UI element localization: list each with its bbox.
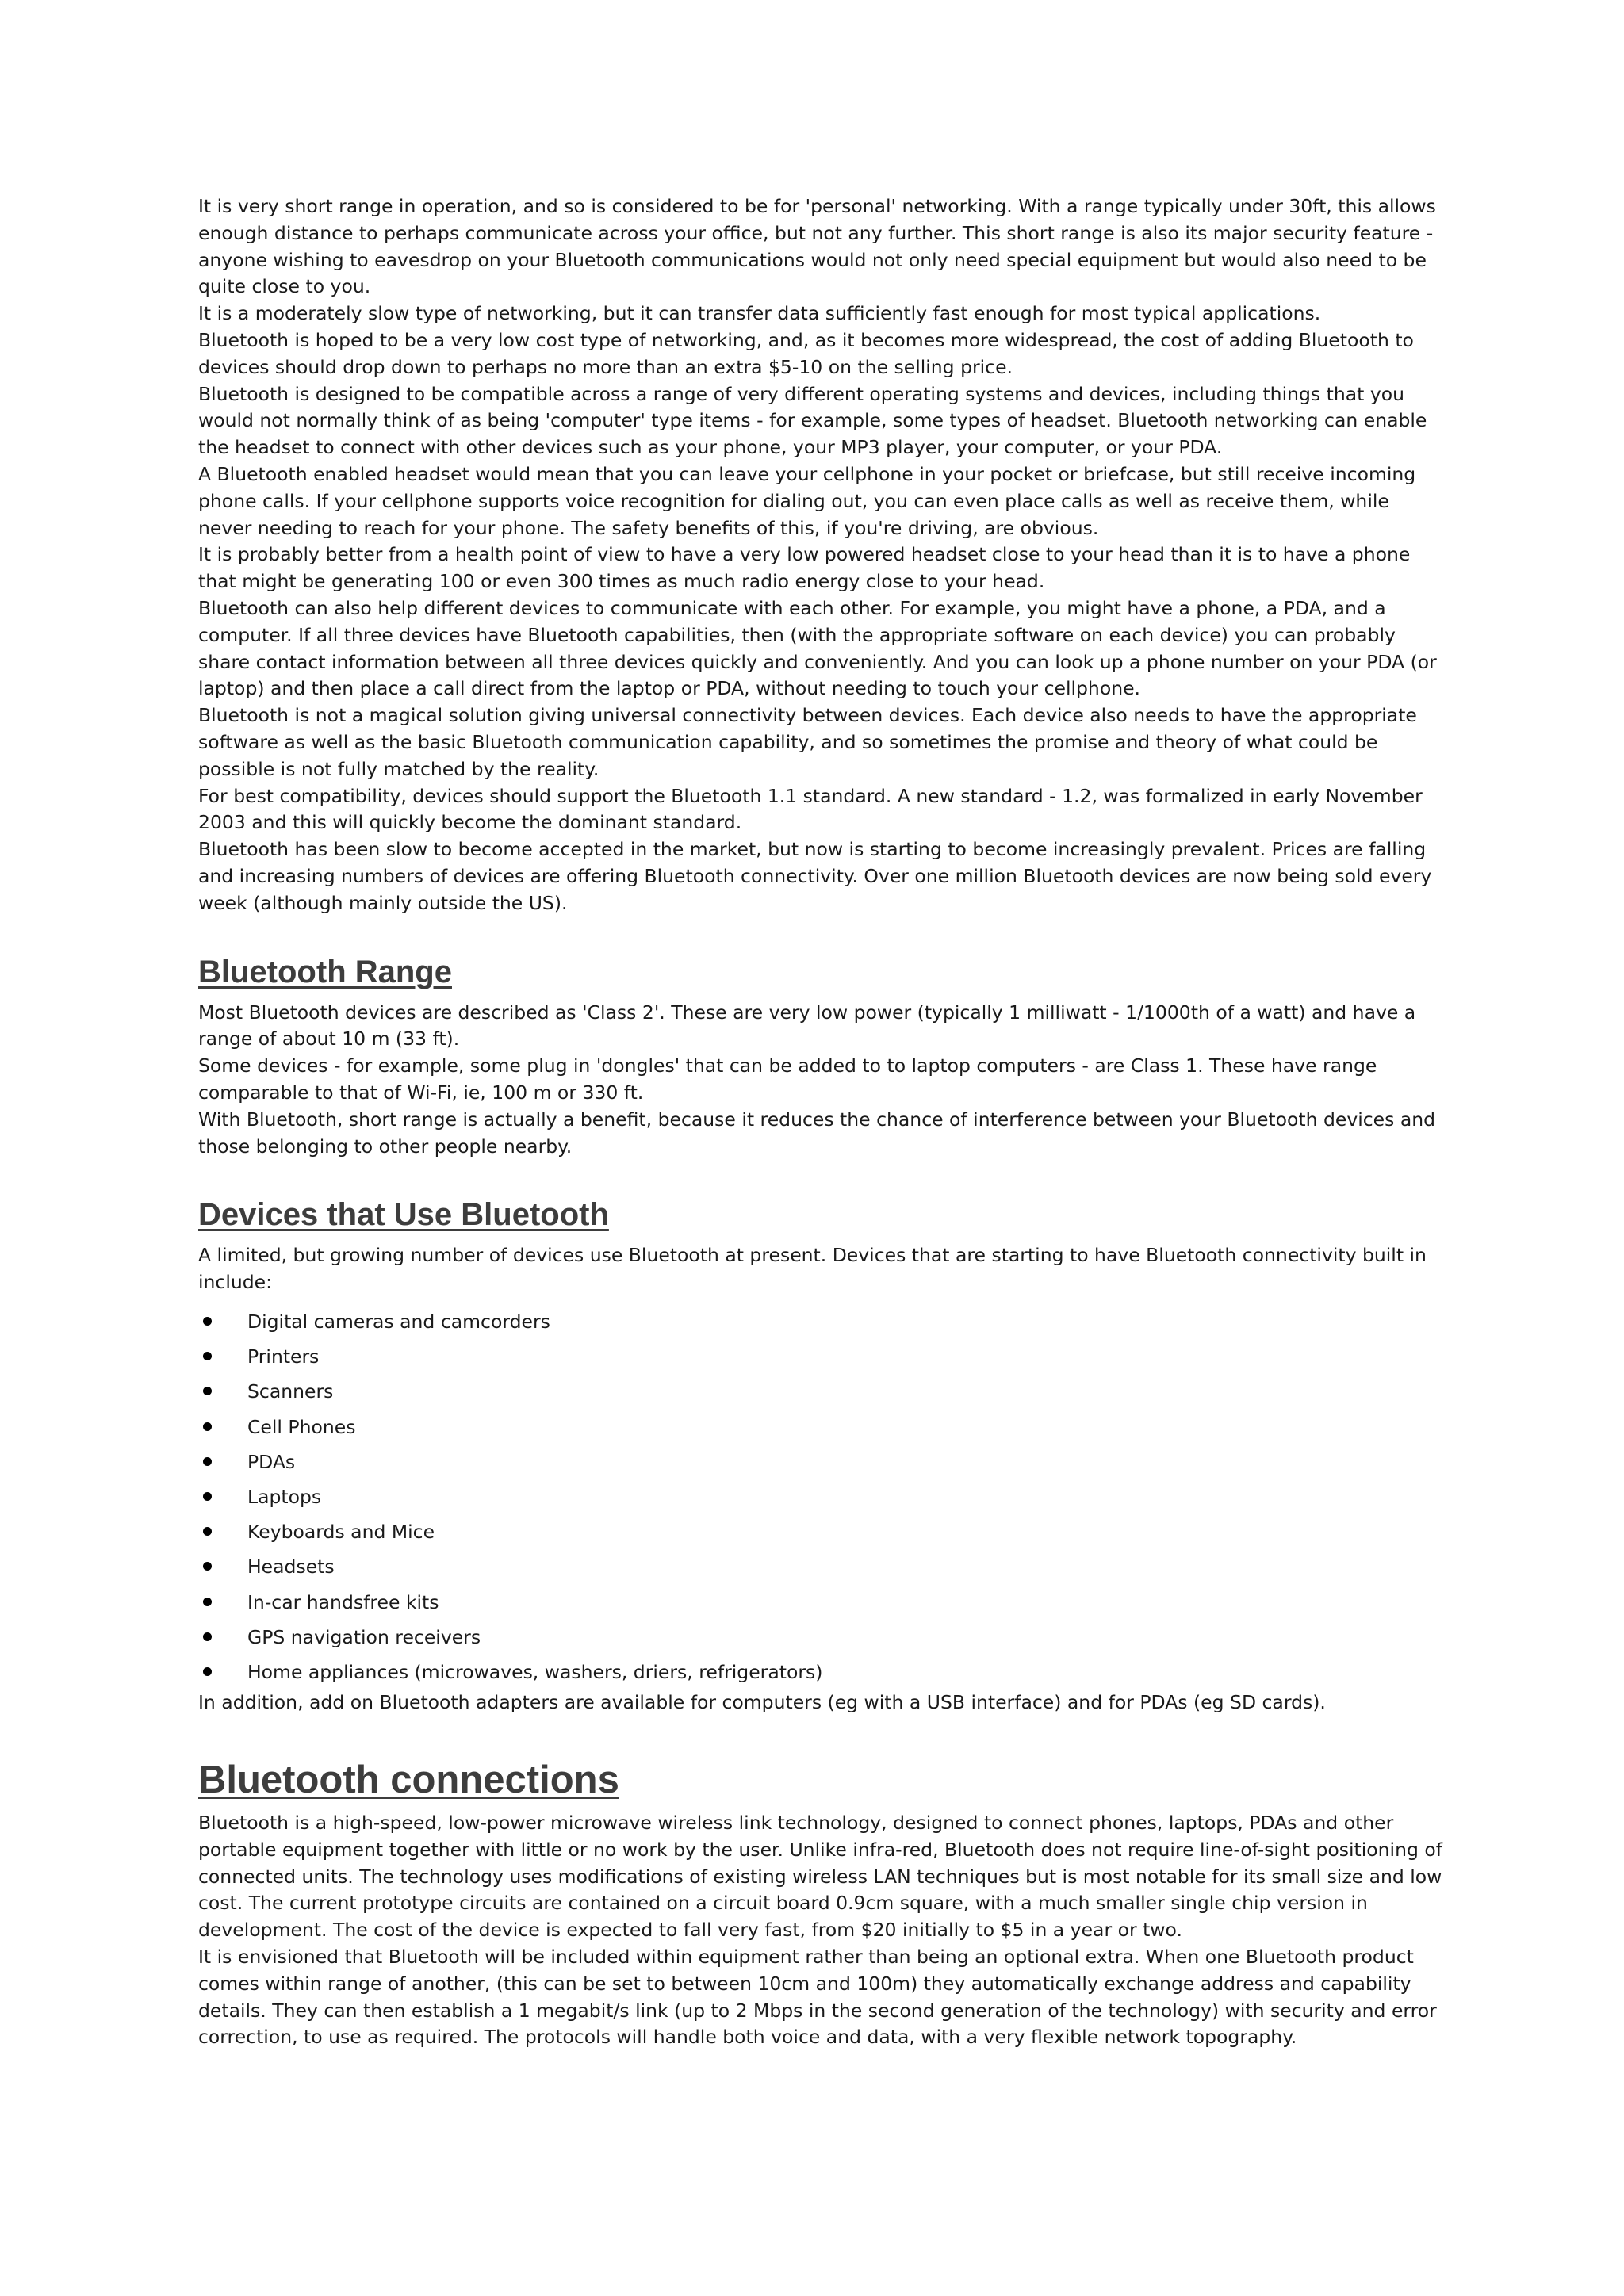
list-item	[198, 1655, 1443, 1689]
list-item-label: Scanners	[247, 1380, 334, 1403]
bullet-icon	[203, 1317, 212, 1326]
bullet-icon	[203, 1387, 212, 1395]
bullet-icon	[203, 1598, 212, 1606]
list-item	[198, 1374, 1443, 1409]
bullet-icon	[203, 1352, 212, 1360]
connections-section	[198, 1758, 1443, 2051]
connections-paragraph: It is envisioned that Bluetooth will be included within equipment rather than being an optional extra. When one Bluetooth product comes within range of another, (this can be set to between 10cm and 100m) they automatically exchange address and capability details. They can then establish a 1 megabit/s link (up to 2 Mbps in the second generation of the technology) with security and error correction, to use as required. The protocols will handle both voice and data, with a very flexible network topography.	[198, 1945, 1437, 2049]
intro-paragraph: It is very short range in operation, and so is considered to be for 'personal' networking. With a range typically under 30ft, this allows enough distance to perhaps communicate across your office, but not any further. This short range is also its major security feature - anyone wishing to eavesdrop on your Bluetooth communications would not only need special equipment but would also need to be quite close to you.	[198, 195, 1436, 298]
range-paragraph: With Bluetooth, short range is actually a benefit, because it reduces the chance of interference between your Bluetooth devices and those belonging to other people nearby.	[198, 1108, 1436, 1158]
list-item-label: Keyboards and Mice	[247, 1521, 435, 1544]
list-item	[198, 1549, 1443, 1584]
device-list	[198, 1304, 1443, 1689]
list-item-label: In-car handsfree kits	[247, 1590, 439, 1613]
devices-section	[198, 1196, 1443, 1716]
connections-paragraph: Bluetooth is a high-speed, low-power microwave wireless link technology, designed to connect phones, laptops, PDAs and other portable equipment together with little or no work by the user. Unlike infra-red, Bluetooth does not require line-of-sight positioning of connected units. The technology uses modifications of existing wireless LAN techniques but is most notable for its small size and low cost. The current prototype circuits are contained on a circuit board 0.9cm square, with a much smaller single chip version in development. The cost of the device is expected to fall very fast, from $20 initially to $5 in a year or two.	[198, 1811, 1443, 1942]
list-item	[198, 1445, 1443, 1479]
devices-note: In addition, add on Bluetooth adapters are available for computers (eg with a USB interface) and for PDAs (eg SD cards).	[198, 1691, 1326, 1714]
intro-section	[198, 193, 1443, 917]
list-item-label: Cell Phones	[247, 1415, 356, 1438]
intro-paragraph: For best compatibility, devices should support the Bluetooth 1.1 standard. A new standard - 1.2, was formalized in early November 2003 and this will quickly become the dominant standard.	[198, 784, 1423, 834]
devices-heading: Devices that Use Bluetooth	[198, 1197, 609, 1233]
list-item-label: Digital cameras and camcorders	[247, 1310, 550, 1333]
intro-paragraph: Bluetooth is not a magical solution giving universal connectivity between devices. Each device also needs to have the appropriate software as well as the basic Bluetooth communication capability, and so sometimes the promise and theory of what could be possible is not fully matched by the reality.	[198, 704, 1417, 780]
list-item-label: PDAs	[247, 1450, 296, 1473]
range-paragraph: Most Bluetooth devices are described as 'Class 2'. These are very low power (typically 1 milliwatt - 1/1000th of a watt) and have a range of about 10 m (33 ft).	[198, 1001, 1416, 1050]
range-heading: Bluetooth Range	[198, 954, 452, 989]
document-body	[198, 193, 1443, 2051]
list-item	[198, 1304, 1443, 1339]
list-item	[198, 1620, 1443, 1655]
list-item	[198, 1410, 1443, 1445]
intro-paragraph: Bluetooth can also help different devices to communicate with each other. For example, you might have a phone, a PDA, and a computer. If all three devices have Bluetooth capabilities, then (with the appropriate software on each device) you can probably share contact information between all three devices quickly and conveniently. And you can look up a phone number on your PDA (or laptop) and then place a call direct from the laptop or PDA, without needing to touch your cellphone.	[198, 596, 1437, 700]
list-item-label: Laptops	[247, 1485, 322, 1508]
bullet-icon	[203, 1562, 212, 1571]
bullet-icon	[203, 1457, 212, 1466]
bullet-icon	[203, 1632, 212, 1641]
list-item	[198, 1479, 1443, 1514]
intro-paragraph: It is a moderately slow type of networking, but it can transfer data sufficiently fast enough for most typical applications.	[198, 302, 1321, 325]
intro-paragraph: Bluetooth is designed to be compatible across a range of very different operating systems and devices, including things that you would not normally think of as being 'computer' type items - for example, some types of headset. Bluetooth networking can enable the headset to connect with other devices such as your phone, your MP3 player, your computer, or your PDA.	[198, 382, 1427, 459]
range-section	[198, 954, 1443, 1161]
bullet-icon	[203, 1527, 212, 1536]
intro-paragraph: Bluetooth has been slow to become accepted in the market, but now is starting to become increasingly prevalent. Prices are falling and increasing numbers of devices are offering Bluetooth connectivity. Over one million Bluetooth devices are now being sold every week (although mainly outside the US).	[198, 838, 1432, 914]
range-paragraph: Some devices - for example, some plug in 'dongles' that can be added to to laptop computers - are Class 1. These have range comparable to that of Wi-Fi, ie, 100 m or 330 ft.	[198, 1054, 1377, 1104]
list-item-label: Printers	[247, 1345, 320, 1368]
list-item-label: GPS navigation receivers	[247, 1625, 481, 1648]
bullet-icon	[203, 1667, 212, 1676]
list-item	[198, 1585, 1443, 1620]
bullet-icon	[203, 1492, 212, 1501]
list-item-label: Home appliances (microwaves, washers, driers, refrigerators)	[247, 1660, 823, 1683]
list-item-label: Headsets	[247, 1556, 335, 1578]
intro-paragraph: A Bluetooth enabled headset would mean that you can leave your cellphone in your pocket or briefcase, but still receive incoming phone calls. If your cellphone supports voice recognition for dialing out, you can even place calls as well as receive them, while never needing to reach for your phone. The safety benefits of this, if you're driving, are obvious.	[198, 462, 1416, 539]
list-item	[198, 1339, 1443, 1374]
intro-paragraph: It is probably better from a health point of view to have a very low powered headset close to your head than it is to have a phone that might be generating 100 or even 300 times as much radio energy close to your head.	[198, 543, 1411, 593]
connections-heading: Bluetooth connections	[198, 1758, 619, 1801]
list-item	[198, 1514, 1443, 1549]
bullet-icon	[203, 1422, 212, 1431]
devices-intro: A limited, but growing number of devices use Bluetooth at present. Devices that are starting to have Bluetooth connectivity built in include:	[198, 1244, 1427, 1294]
intro-paragraph: Bluetooth is hoped to be a very low cost type of networking, and, as it becomes more widespread, the cost of adding Bluetooth to devices should drop down to perhaps no more than an extra $5-10 on the selling price.	[198, 328, 1414, 378]
